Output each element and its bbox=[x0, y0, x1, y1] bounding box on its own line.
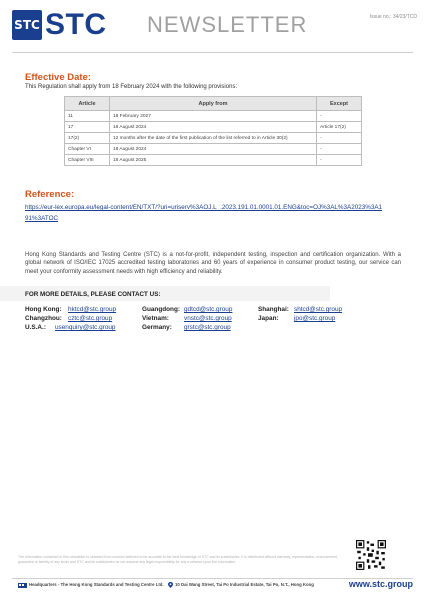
contact-label-germany: Germany: bbox=[142, 324, 172, 331]
table-cell: 12 months after the date of the first publication of the list referred to in Article 30(2) bbox=[110, 133, 317, 144]
table-row bbox=[65, 144, 362, 155]
stc-logo-text: STC bbox=[45, 8, 107, 41]
contact-label-japan: Japan: bbox=[258, 315, 279, 322]
table-cell: 18 August 2024 bbox=[110, 144, 317, 155]
provisions-table bbox=[64, 96, 362, 166]
table-header-row bbox=[65, 97, 362, 111]
newsletter-header bbox=[12, 10, 417, 48]
table-cell: 18 August 2025 bbox=[110, 155, 317, 166]
table-cell: Chapter VI bbox=[65, 144, 110, 155]
footer-address-text: 10 Dai Wang Street, Tai Po Industrial Estate, Tai Po, N.T., Hong Kong bbox=[175, 582, 314, 588]
contact-label-hong-kong: Hong Kong: bbox=[25, 306, 62, 313]
contact-label-shanghai: Shanghai: bbox=[258, 306, 289, 313]
table-cell: Article 17(2) bbox=[317, 122, 362, 133]
contact-title: FOR MORE DETAILS, PLEASE CONTACT US: bbox=[25, 291, 161, 298]
contact-email-vietnam[interactable]: vnstc@stc.group bbox=[184, 315, 232, 322]
table-cell: 18 February 2027 bbox=[110, 111, 317, 122]
disclaimer-text: The information contained in this newsletter is obtained from sources believed to be accurate to the best knowledge of STC and its subsidiaries. It is distributed without warranty, representation, endorsement, guarantee or liability of any kinds and STC and its subsidiaries do not assume any legal responsibility for any a reliance upon the information. bbox=[18, 555, 338, 564]
effective-date-title: Effective Date: bbox=[25, 72, 91, 83]
footer-headquarters bbox=[18, 582, 164, 588]
effective-date-intro: This Regulation shall apply from 18 February 2024 with the following provisions: bbox=[25, 84, 238, 90]
table-row bbox=[65, 111, 362, 122]
contact-email-japan[interactable]: jpo@stc.group bbox=[294, 315, 336, 322]
table-cell: 18 August 2024 bbox=[110, 122, 317, 133]
column-header: Article bbox=[65, 97, 110, 111]
qr-code-icon[interactable] bbox=[356, 540, 386, 570]
table-row bbox=[65, 122, 362, 133]
footer-address bbox=[168, 582, 314, 588]
table-cell: 17(2) bbox=[65, 133, 110, 144]
stc-logo-mark: STC bbox=[12, 10, 42, 40]
footer-headquarters-text: Headquarters - The Hong Kong Standards and Testing Centre Ltd. bbox=[29, 582, 164, 588]
table-cell: - bbox=[317, 144, 362, 155]
table-cell: 11 bbox=[65, 111, 110, 122]
contact-label-changzhou: Changzhou: bbox=[25, 315, 62, 322]
location-pin-icon bbox=[168, 582, 173, 588]
table-cell: 17 bbox=[65, 122, 110, 133]
issue-number: Issue no.: 34/23/TCD bbox=[369, 14, 417, 20]
table-cell: Chapter VIII bbox=[65, 155, 110, 166]
contact-label-usa: U.S.A.: bbox=[25, 324, 46, 331]
contact-email-usa[interactable]: usenquiry@stc.group bbox=[55, 324, 116, 331]
contact-email-changzhou[interactable]: cztc@stc.group bbox=[68, 315, 113, 322]
contact-label-guangdong: Guangdong: bbox=[142, 306, 180, 313]
table-row bbox=[65, 155, 362, 166]
reference-title: Reference: bbox=[25, 189, 75, 200]
reference-link[interactable]: https://eur-lex.europa.eu/legal-content/EN/TXT/?uri=uriserv%3AOJ.L_.2023.191.01.0001.01.ENG&toc=OJ%3AL%3A2023%3A191%3ATOC bbox=[25, 204, 383, 222]
contact-label-vietnam: Vietnam: bbox=[142, 315, 169, 322]
newsletter-title: NEWSLETTER bbox=[147, 12, 308, 37]
table-cell: - bbox=[317, 155, 362, 166]
column-header: Except bbox=[317, 97, 362, 111]
table-cell: - bbox=[317, 133, 362, 144]
contact-email-germany[interactable]: grstc@stc.group bbox=[184, 324, 231, 331]
table-cell: - bbox=[317, 111, 362, 122]
website-link[interactable]: www.stc.group bbox=[348, 579, 413, 589]
contact-email-guangdong[interactable]: gdtcd@stc.group bbox=[184, 306, 233, 313]
contact-email-shanghai[interactable]: shtcd@stc.group bbox=[294, 306, 343, 313]
header-divider bbox=[12, 52, 413, 53]
contact-email-hong-kong[interactable]: hktcd@stc.group bbox=[68, 306, 117, 313]
table-row bbox=[65, 133, 362, 144]
building-icon bbox=[18, 582, 27, 588]
about-stc-paragraph: Hong Kong Standards and Testing Centre (STC) is a not-for-profit, independent testing, inspection and certification organization. With a global network of ISO/IEC 17025 accredited testing laboratories and 60 years of experience in consumer product testing, our service can meet your conformity assessment needs with high efficiency and reliability. bbox=[25, 252, 401, 275]
column-header: Apply from bbox=[110, 97, 317, 111]
